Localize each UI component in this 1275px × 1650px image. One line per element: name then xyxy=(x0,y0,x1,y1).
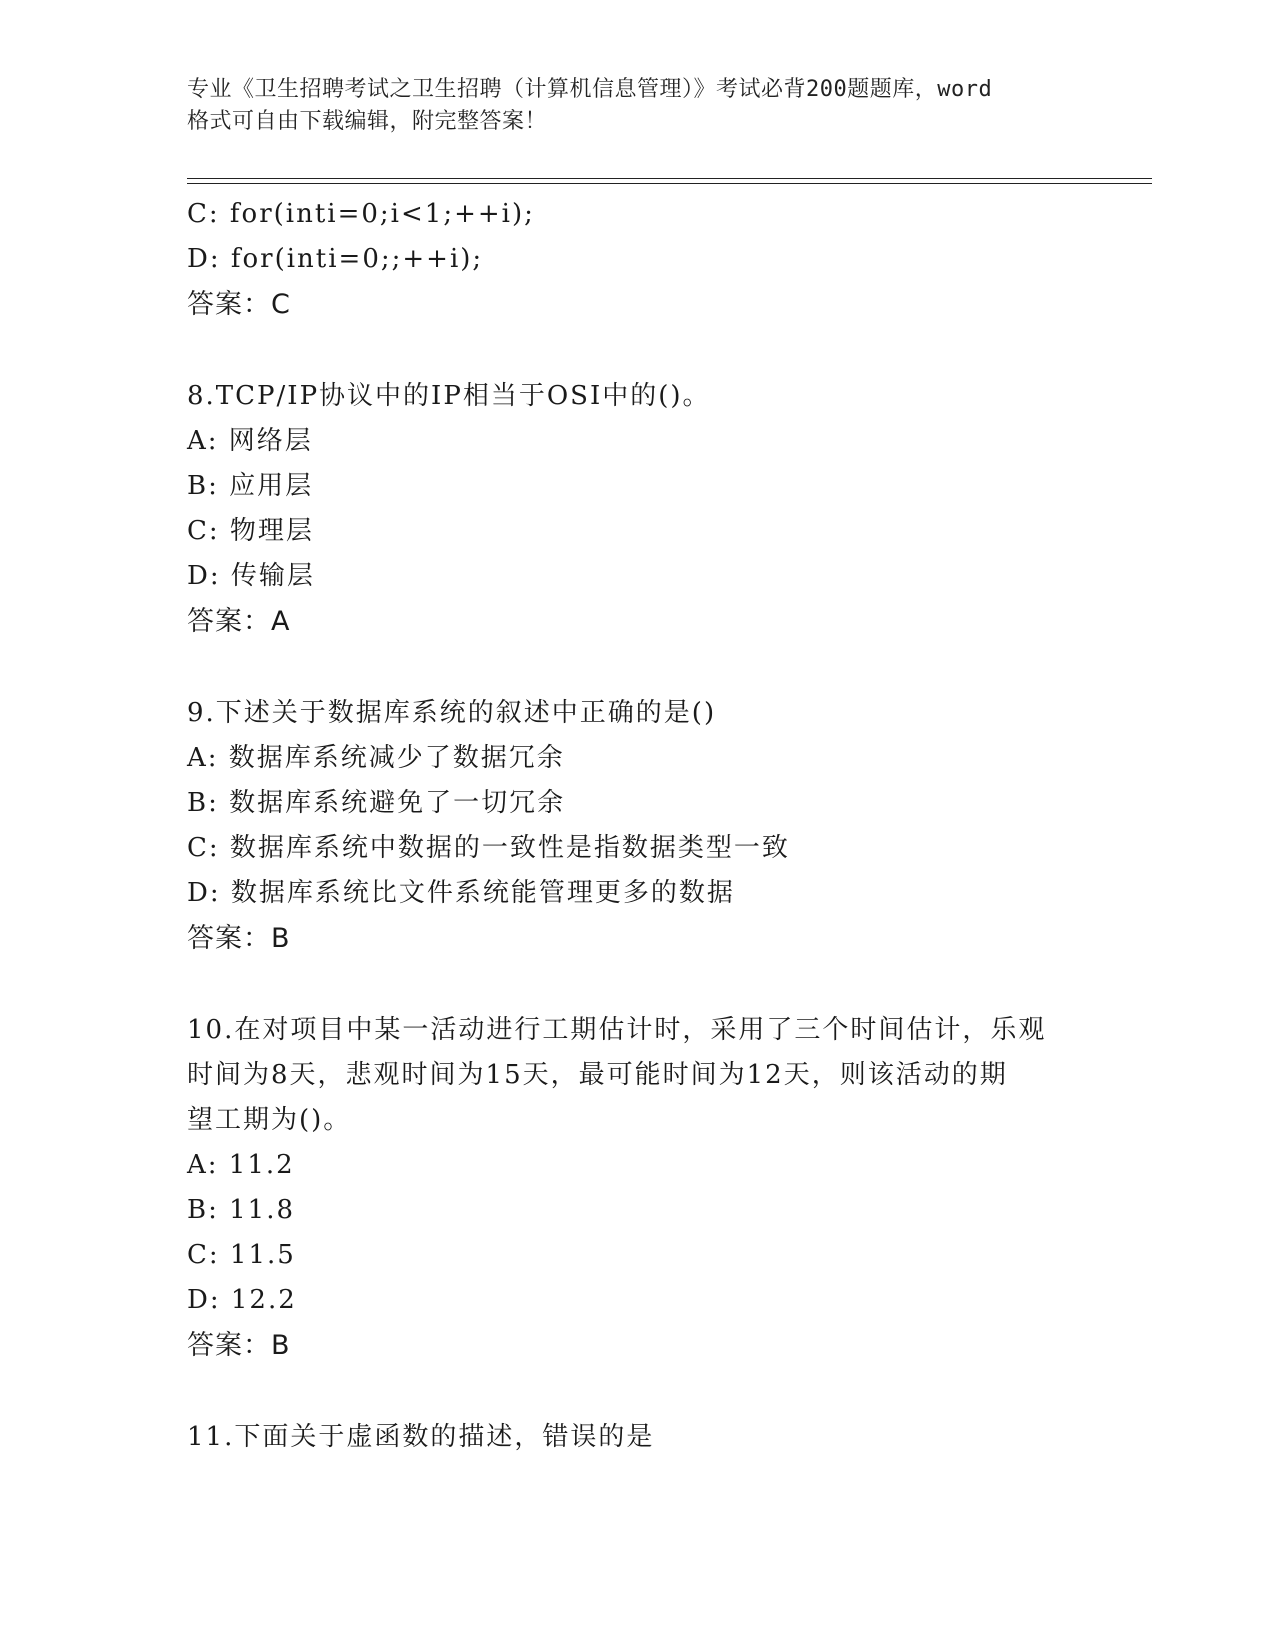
option-a: A: 11.2 xyxy=(187,1150,295,1180)
answer-label: 答案：A xyxy=(187,606,291,637)
question-stem-line-1: 10.在对项目中某一活动进行工期估计时，采用了三个时间估计，乐观 xyxy=(187,1015,1047,1045)
question-stem-line-2: 时间为8天，悲观时间为15天，最可能时间为12天，则该活动的期 xyxy=(187,1060,1008,1090)
question-11 xyxy=(187,1415,1097,1460)
header-line-2: 格式可自由下载编辑，附完整答案！ xyxy=(187,109,548,134)
answer-label: 答案：B xyxy=(187,1330,291,1361)
option-d: D: for(inti=0;;++i); xyxy=(187,244,484,274)
header-divider-top xyxy=(187,178,1152,179)
question-8 xyxy=(187,374,1097,644)
question-stem-line-3: 望工期为()。 xyxy=(187,1105,352,1135)
option-b: B: 应用层 xyxy=(187,471,314,501)
question-stem: 11.下面关于虚函数的描述，错误的是 xyxy=(187,1422,655,1452)
header-divider-bottom xyxy=(187,183,1152,184)
option-d: D: 数据库系统比文件系统能管理更多的数据 xyxy=(187,878,735,908)
option-b: B: 11.8 xyxy=(187,1195,296,1225)
document-header xyxy=(187,74,1097,138)
option-c: C: 物理层 xyxy=(187,516,314,546)
option-c: C: 数据库系统中数据的一致性是指数据类型一致 xyxy=(187,833,790,863)
answer-label: 答案：B xyxy=(187,923,291,954)
question-10 xyxy=(187,1008,1097,1368)
question-9 xyxy=(187,691,1097,961)
spacer xyxy=(187,644,1097,691)
question-stem: 9.下述关于数据库系统的叙述中正确的是() xyxy=(187,698,717,728)
spacer xyxy=(187,961,1097,1008)
option-d: D: 12.2 xyxy=(187,1285,297,1315)
spacer xyxy=(187,1368,1097,1415)
option-a: A: 网络层 xyxy=(187,426,313,456)
option-c: C: for(inti=0;i<1;++i); xyxy=(187,199,535,229)
question-content xyxy=(187,192,1097,1460)
answer-label: 答案：C xyxy=(187,289,291,320)
header-line-1: 专业《卫生招聘考试之卫生招聘（计算机信息管理）》考试必背200题题库，word xyxy=(187,77,993,102)
spacer xyxy=(187,327,1097,374)
option-b: B: 数据库系统避免了一切冗余 xyxy=(187,788,566,818)
option-c: C: 11.5 xyxy=(187,1240,296,1270)
question-stem: 8.TCP/IP协议中的IP相当于OSI中的()。 xyxy=(187,381,711,411)
option-a: A: 数据库系统减少了数据冗余 xyxy=(187,743,565,773)
option-d: D: 传输层 xyxy=(187,561,315,591)
prev-question xyxy=(187,192,1097,327)
